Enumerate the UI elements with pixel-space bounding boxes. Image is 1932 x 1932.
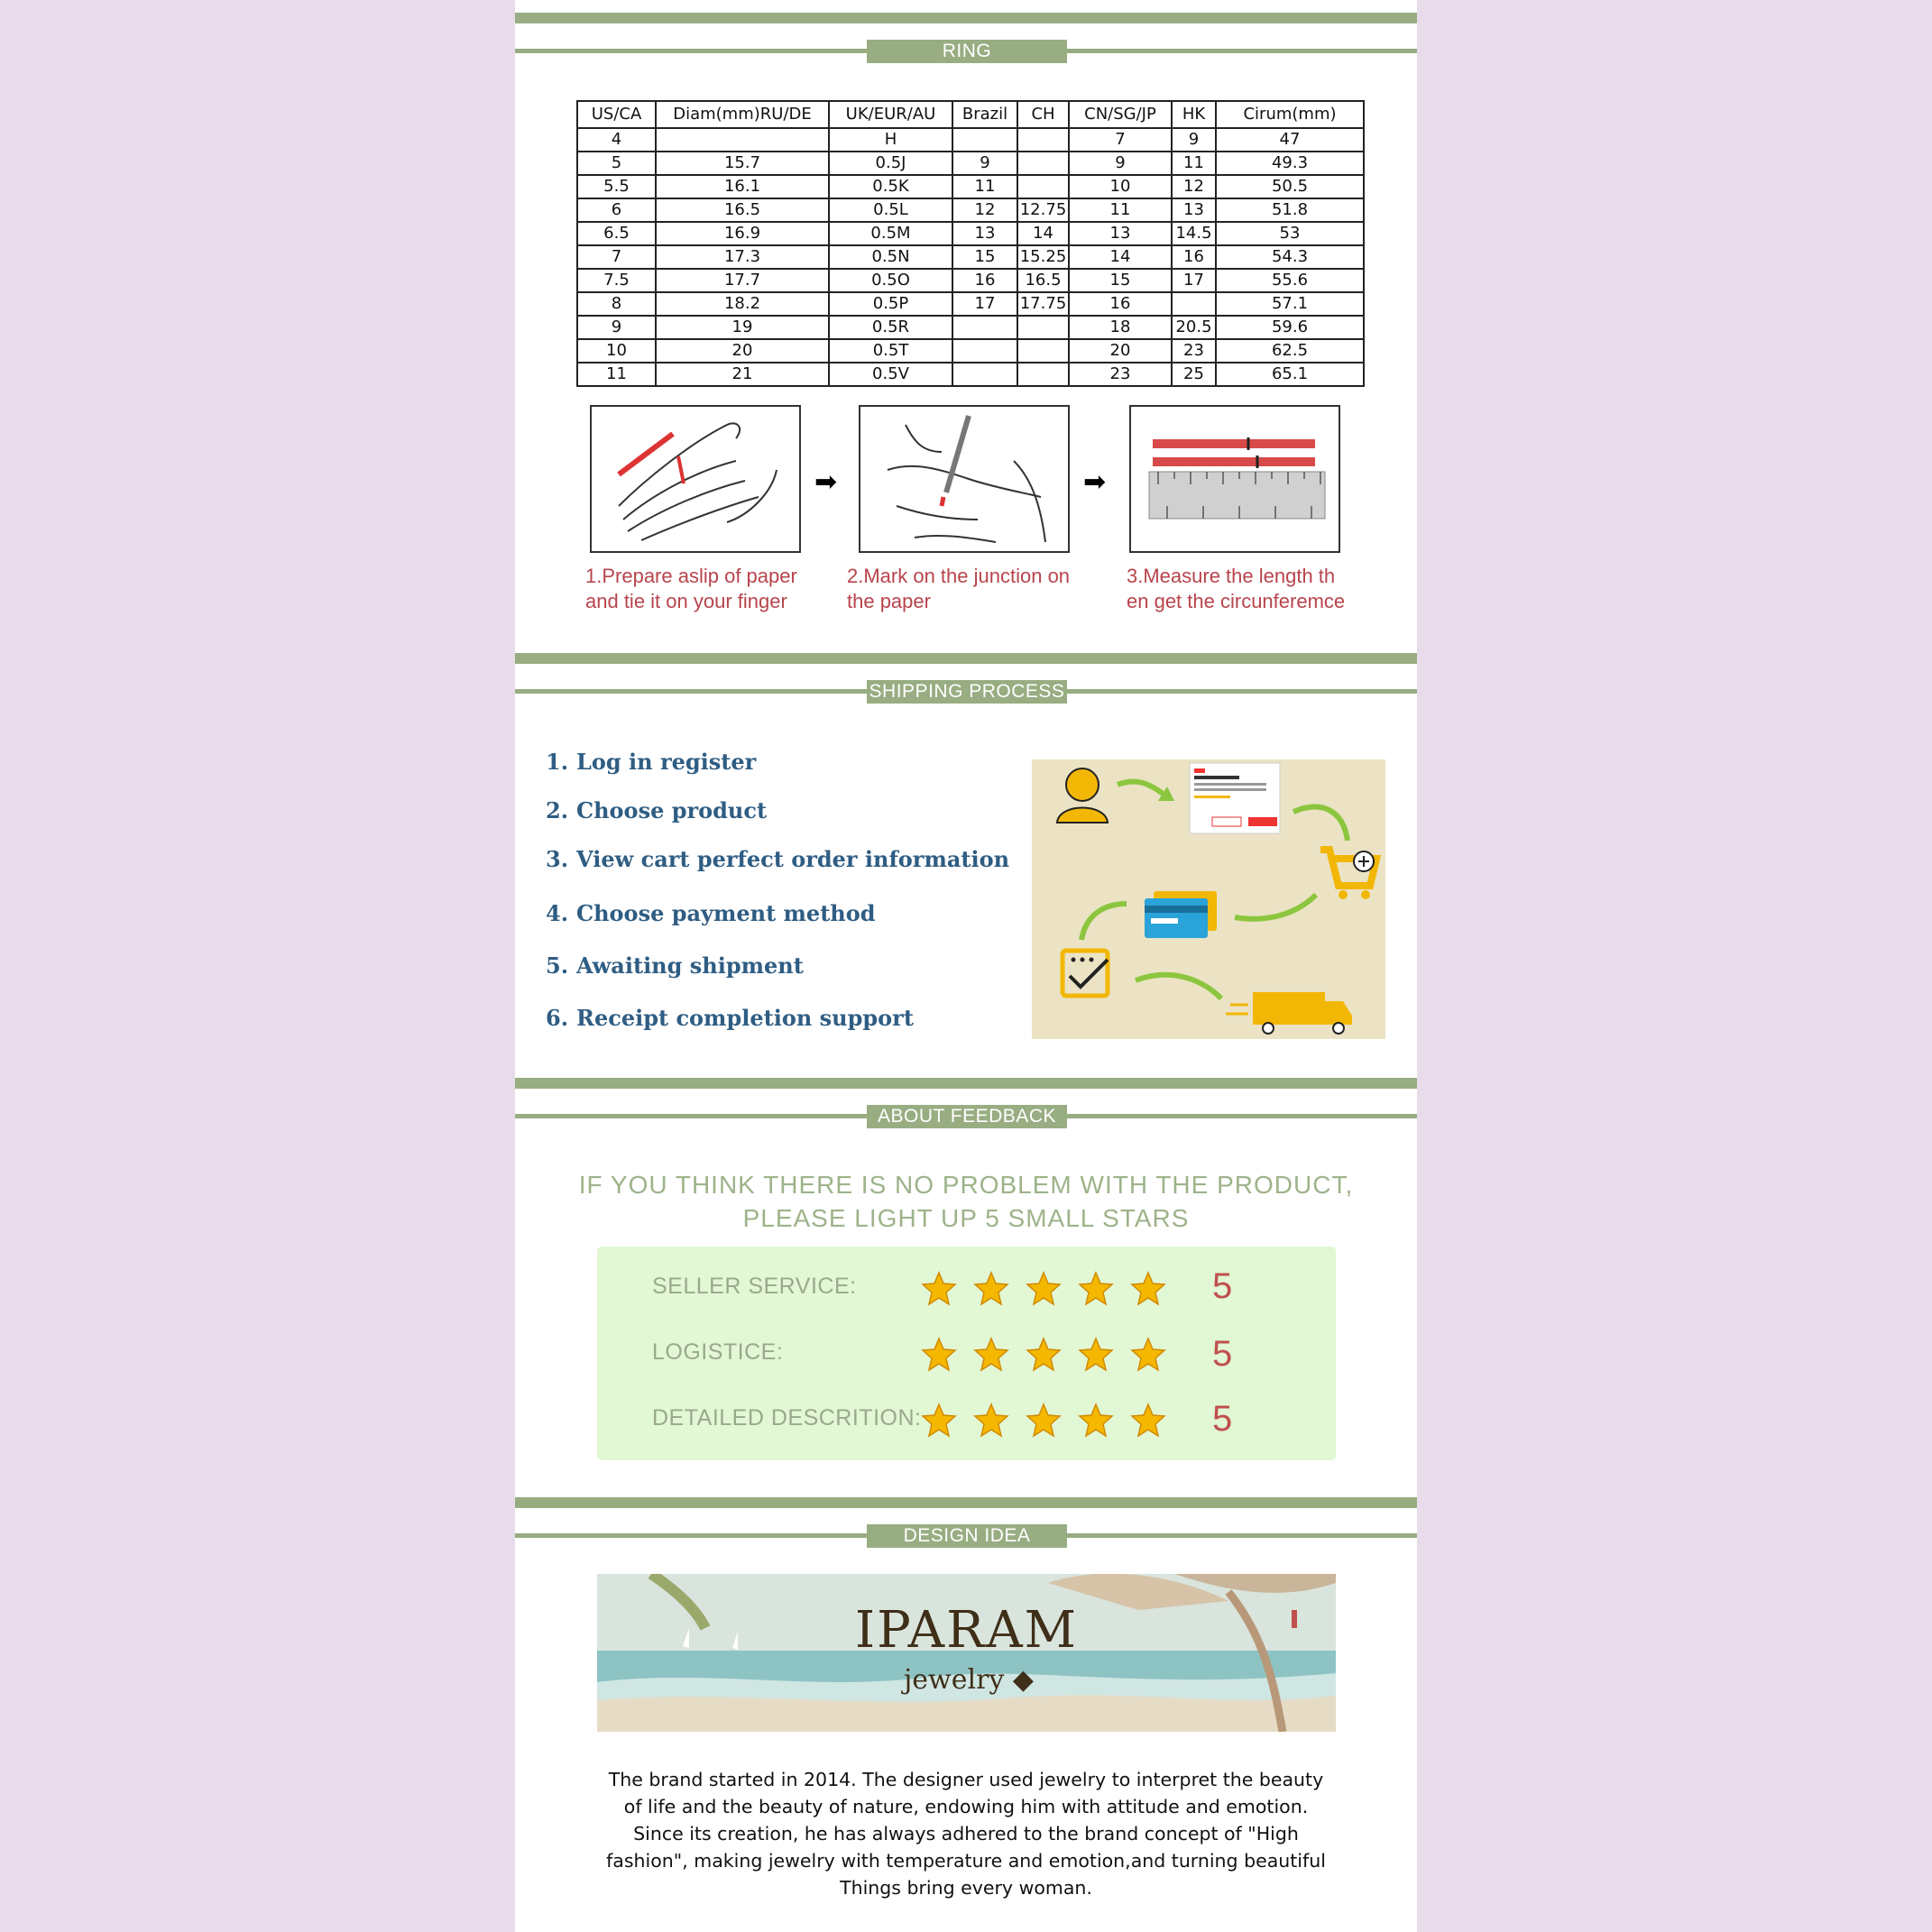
step-text: View cart perfect order information: [576, 846, 1010, 872]
flow-arrow-icon: [1118, 781, 1165, 796]
table-cell: 7: [577, 245, 656, 269]
table-row: [577, 152, 1364, 175]
section-divider: [515, 13, 1417, 23]
table-body: [577, 128, 1364, 386]
table-cell: 0.5P: [829, 292, 952, 316]
table-row: [577, 292, 1364, 316]
table-header-row: [577, 101, 1364, 128]
table-cell: 47: [1216, 128, 1364, 152]
star-icon[interactable]: [1026, 1337, 1062, 1373]
table-cell: 0.5L: [829, 198, 952, 222]
credit-card-icon: [1145, 891, 1217, 938]
table-cell: [1017, 363, 1069, 386]
table-header-cell: Brazil: [952, 101, 1017, 128]
flow-arrow-icon: [1293, 807, 1348, 841]
table-cell: [1017, 339, 1069, 363]
table-cell: 21: [656, 363, 829, 386]
table-cell: 16.5: [656, 198, 829, 222]
table-cell: 12: [1172, 175, 1216, 198]
list-item: [546, 900, 876, 926]
table-cell: [1017, 128, 1069, 152]
table-cell: 12.75: [1017, 198, 1069, 222]
diamond-icon: ◆: [1012, 1664, 1034, 1696]
table-cell: 54.3: [1216, 245, 1364, 269]
step-number: 5.: [546, 952, 569, 979]
table-cell: [1172, 292, 1216, 316]
table-cell: 23: [1172, 339, 1216, 363]
star-icon[interactable]: [1130, 1337, 1166, 1373]
table-header-cell: HK: [1172, 101, 1216, 128]
star-rating-description[interactable]: [921, 1403, 1155, 1439]
hand-paper-icon: [592, 407, 799, 551]
star-icon[interactable]: [1078, 1271, 1114, 1307]
table-row: [577, 363, 1364, 386]
table-cell: 0.5K: [829, 175, 952, 198]
table-cell: 0.5J: [829, 152, 952, 175]
star-icon[interactable]: [1026, 1271, 1062, 1307]
table-cell: 5.5: [577, 175, 656, 198]
table-cell: 11: [952, 175, 1017, 198]
table-cell: 15.25: [1017, 245, 1069, 269]
table-row: [577, 198, 1364, 222]
table-cell: 17.75: [1017, 292, 1069, 316]
user-icon: [1057, 768, 1108, 823]
table-cell: 4: [577, 128, 656, 152]
step-1-illustration: [590, 405, 801, 553]
table-cell: 23: [1069, 363, 1172, 386]
table-cell: 16: [952, 269, 1017, 292]
ruler-icon: [1131, 407, 1339, 551]
table-cell: 13: [952, 222, 1017, 245]
table-cell: [656, 128, 829, 152]
table-cell: 62.5: [1216, 339, 1364, 363]
step-number: 3.: [546, 846, 569, 872]
list-item: [546, 797, 767, 823]
star-rating-logistics[interactable]: [921, 1337, 1155, 1373]
table-cell: 19: [656, 316, 829, 339]
checklist-icon: [1063, 951, 1108, 996]
star-icon[interactable]: [1130, 1403, 1166, 1439]
table-cell: 25: [1172, 363, 1216, 386]
star-icon[interactable]: [973, 1337, 1009, 1373]
brand-logo-subtitle: [904, 1664, 1034, 1696]
ring-measurement-title: RING MEASUREMENT: [867, 40, 1067, 63]
step-2-caption: [847, 564, 1070, 614]
star-icon[interactable]: [921, 1403, 957, 1439]
step-text: Choose product: [576, 797, 768, 823]
step-number: 4.: [546, 900, 569, 926]
delivery-truck-icon: [1226, 992, 1352, 1034]
ring-size-table: [576, 100, 1365, 387]
table-row: [577, 316, 1364, 339]
table-cell: [952, 339, 1017, 363]
table-cell: 8: [577, 292, 656, 316]
table-cell: [1017, 316, 1069, 339]
table-cell: 10: [1069, 175, 1172, 198]
flow-arrow-icon: [1235, 895, 1316, 919]
table-cell: 0.5T: [829, 339, 952, 363]
table-cell: 53: [1216, 222, 1364, 245]
caption-line: the paper: [847, 590, 931, 612]
list-item: [546, 846, 1009, 872]
table-cell: 17: [952, 292, 1017, 316]
table-cell: 0.5V: [829, 363, 952, 386]
brand-sub-text: jewelry: [904, 1664, 1005, 1696]
list-item: [546, 749, 756, 775]
table-cell: 18: [1069, 316, 1172, 339]
table-header-cell: CH: [1017, 101, 1069, 128]
caption-line: 1.Prepare aslip of paper: [585, 565, 797, 587]
shipping-process-title: SHIPPING PROCESS: [867, 680, 1067, 704]
table-cell: 16.5: [1017, 269, 1069, 292]
table-cell: 49.3: [1216, 152, 1364, 175]
table-cell: 0.5N: [829, 245, 952, 269]
flow-arrow-icon: [1136, 975, 1221, 998]
caption-line: 2.Mark on the junction on: [847, 565, 1071, 587]
rating-label-description: DETAILED DESCRITION:: [652, 1405, 922, 1431]
table-cell: 15: [952, 245, 1017, 269]
star-icon[interactable]: [973, 1403, 1009, 1439]
table-cell: 20: [656, 339, 829, 363]
table-cell: 11: [577, 363, 656, 386]
arrow-right-icon: ➡: [814, 466, 838, 498]
step-3-illustration: [1129, 405, 1340, 553]
table-cell: [1017, 152, 1069, 175]
table-cell: 55.6: [1216, 269, 1364, 292]
product-detail-page: [515, 0, 1417, 1932]
table-header-cell: US/CA: [577, 101, 656, 128]
table-cell: 5: [577, 152, 656, 175]
table-cell: 0.5R: [829, 316, 952, 339]
step-text: Choose payment method: [576, 900, 876, 926]
table-header-cell: CN/SG/JP: [1069, 101, 1172, 128]
table-cell: 15: [1069, 269, 1172, 292]
table-cell: 20.5: [1172, 316, 1216, 339]
table-cell: 13: [1172, 198, 1216, 222]
table-row: [577, 269, 1364, 292]
table-cell: 0.5M: [829, 222, 952, 245]
step-number: 6.: [546, 1005, 569, 1031]
product-page-icon: [1190, 763, 1280, 833]
brand-story-paragraph: The brand started in 2014. The designer used jewelry to interpret the beauty of life and the beauty of nature, endowing him with attitude and emotion. Since its creation, he has always adhered to the brand concept of "High fashion", making jewelry with temperature and emotion,and turning beautiful Things bring every woman.: [606, 1769, 1326, 1899]
table-cell: 50.5: [1216, 175, 1364, 198]
rating-label-seller-service: SELLER SERVICE:: [652, 1274, 857, 1299]
table-cell: [952, 128, 1017, 152]
table-cell: 65.1: [1216, 363, 1364, 386]
design-idea-title: DESIGN IDEA: [867, 1524, 1067, 1548]
table-row: [577, 128, 1364, 152]
table-cell: 7.5: [577, 269, 656, 292]
table-cell: [952, 363, 1017, 386]
step-text: Awaiting shipment: [576, 952, 804, 979]
rating-value: 5: [1212, 1266, 1233, 1306]
rating-label-logistics: LOGISTICE:: [652, 1339, 784, 1365]
table-header-cell: Cirum(mm): [1216, 101, 1364, 128]
caption-line: 3.Measure the length th: [1127, 565, 1336, 587]
table-cell: 0.5O: [829, 269, 952, 292]
table-cell: H: [829, 128, 952, 152]
section-divider: [515, 653, 1417, 664]
section-divider: [515, 1497, 1417, 1508]
table-cell: 11: [1172, 152, 1216, 175]
table-cell: 13: [1069, 222, 1172, 245]
table-cell: 16.1: [656, 175, 829, 198]
table-cell: 16: [1069, 292, 1172, 316]
table-cell: 11: [1069, 198, 1172, 222]
table-cell: [1017, 175, 1069, 198]
star-icon[interactable]: [1130, 1271, 1166, 1307]
step-text: Receipt completion support: [576, 1005, 914, 1031]
star-icon[interactable]: [921, 1271, 957, 1307]
table-row: [577, 222, 1364, 245]
table-cell: 15.7: [656, 152, 829, 175]
rating-value: 5: [1212, 1399, 1233, 1439]
table-cell: 51.8: [1216, 198, 1364, 222]
table-cell: 12: [952, 198, 1017, 222]
step-number: 1.: [546, 749, 569, 775]
table-cell: 20: [1069, 339, 1172, 363]
table-cell: 14: [1017, 222, 1069, 245]
star-icon[interactable]: [973, 1271, 1009, 1307]
table-cell: 18.2: [656, 292, 829, 316]
table-cell: 7: [1069, 128, 1172, 152]
arrow-right-icon: ➡: [1083, 466, 1107, 498]
table-header-cell: Diam(mm)RU/DE: [656, 101, 829, 128]
table-header-cell: UK/EUR/AU: [829, 101, 952, 128]
table-cell: 9: [577, 316, 656, 339]
table-cell: 17.3: [656, 245, 829, 269]
table-cell: 17.7: [656, 269, 829, 292]
table-cell: 14: [1069, 245, 1172, 269]
table-cell: 10: [577, 339, 656, 363]
star-icon[interactable]: [921, 1337, 957, 1373]
table-cell: 6: [577, 198, 656, 222]
pen-mark-icon: [860, 407, 1068, 551]
step-1-caption: [585, 564, 797, 614]
table-cell: 9: [952, 152, 1017, 175]
star-icon[interactable]: [1078, 1337, 1114, 1373]
step-text: Log in register: [576, 749, 757, 775]
table-cell: 16: [1172, 245, 1216, 269]
star-rating-seller-service[interactable]: [921, 1271, 1155, 1307]
table-cell: 16.9: [656, 222, 829, 245]
list-item: [546, 1005, 914, 1031]
table-cell: [952, 316, 1017, 339]
feedback-subheadline: PLEASE LIGHT UP 5 SMALL STARS: [742, 1204, 1190, 1232]
table-row: [577, 245, 1364, 269]
about-feedback-title: ABOUT FEEDBACK: [867, 1105, 1067, 1128]
star-icon[interactable]: [1078, 1403, 1114, 1439]
table-cell: 14.5: [1172, 222, 1216, 245]
flow-arrow-icon: [1081, 904, 1127, 940]
shopping-cart-icon: [1320, 850, 1376, 899]
step-2-illustration: [859, 405, 1070, 553]
step-number: 2.: [546, 797, 569, 823]
list-item: [546, 952, 804, 979]
table-cell: 9: [1069, 152, 1172, 175]
table-cell: 59.6: [1216, 316, 1364, 339]
brand-logo-text: IPARAM: [854, 1601, 1079, 1660]
table-cell: 57.1: [1216, 292, 1364, 316]
brand-banner: [597, 1574, 1336, 1732]
table-cell: 6.5: [577, 222, 656, 245]
caption-line: en get the circunferemce: [1127, 590, 1346, 612]
table-row: [577, 175, 1364, 198]
shipping-flow-graphic: [1032, 759, 1385, 1039]
rating-value: 5: [1212, 1334, 1233, 1374]
section-divider: [515, 1078, 1417, 1089]
step-3-caption: [1127, 564, 1345, 614]
feedback-headline: IF YOU THINK THERE IS NO PROBLEM WITH THE PRODUCT,: [578, 1171, 1354, 1199]
table-cell: 9: [1172, 128, 1216, 152]
table-cell: 17: [1172, 269, 1216, 292]
rating-panel: [597, 1247, 1336, 1460]
caption-line: and tie it on your finger: [585, 590, 787, 612]
table-row: [577, 339, 1364, 363]
star-icon[interactable]: [1026, 1403, 1062, 1439]
